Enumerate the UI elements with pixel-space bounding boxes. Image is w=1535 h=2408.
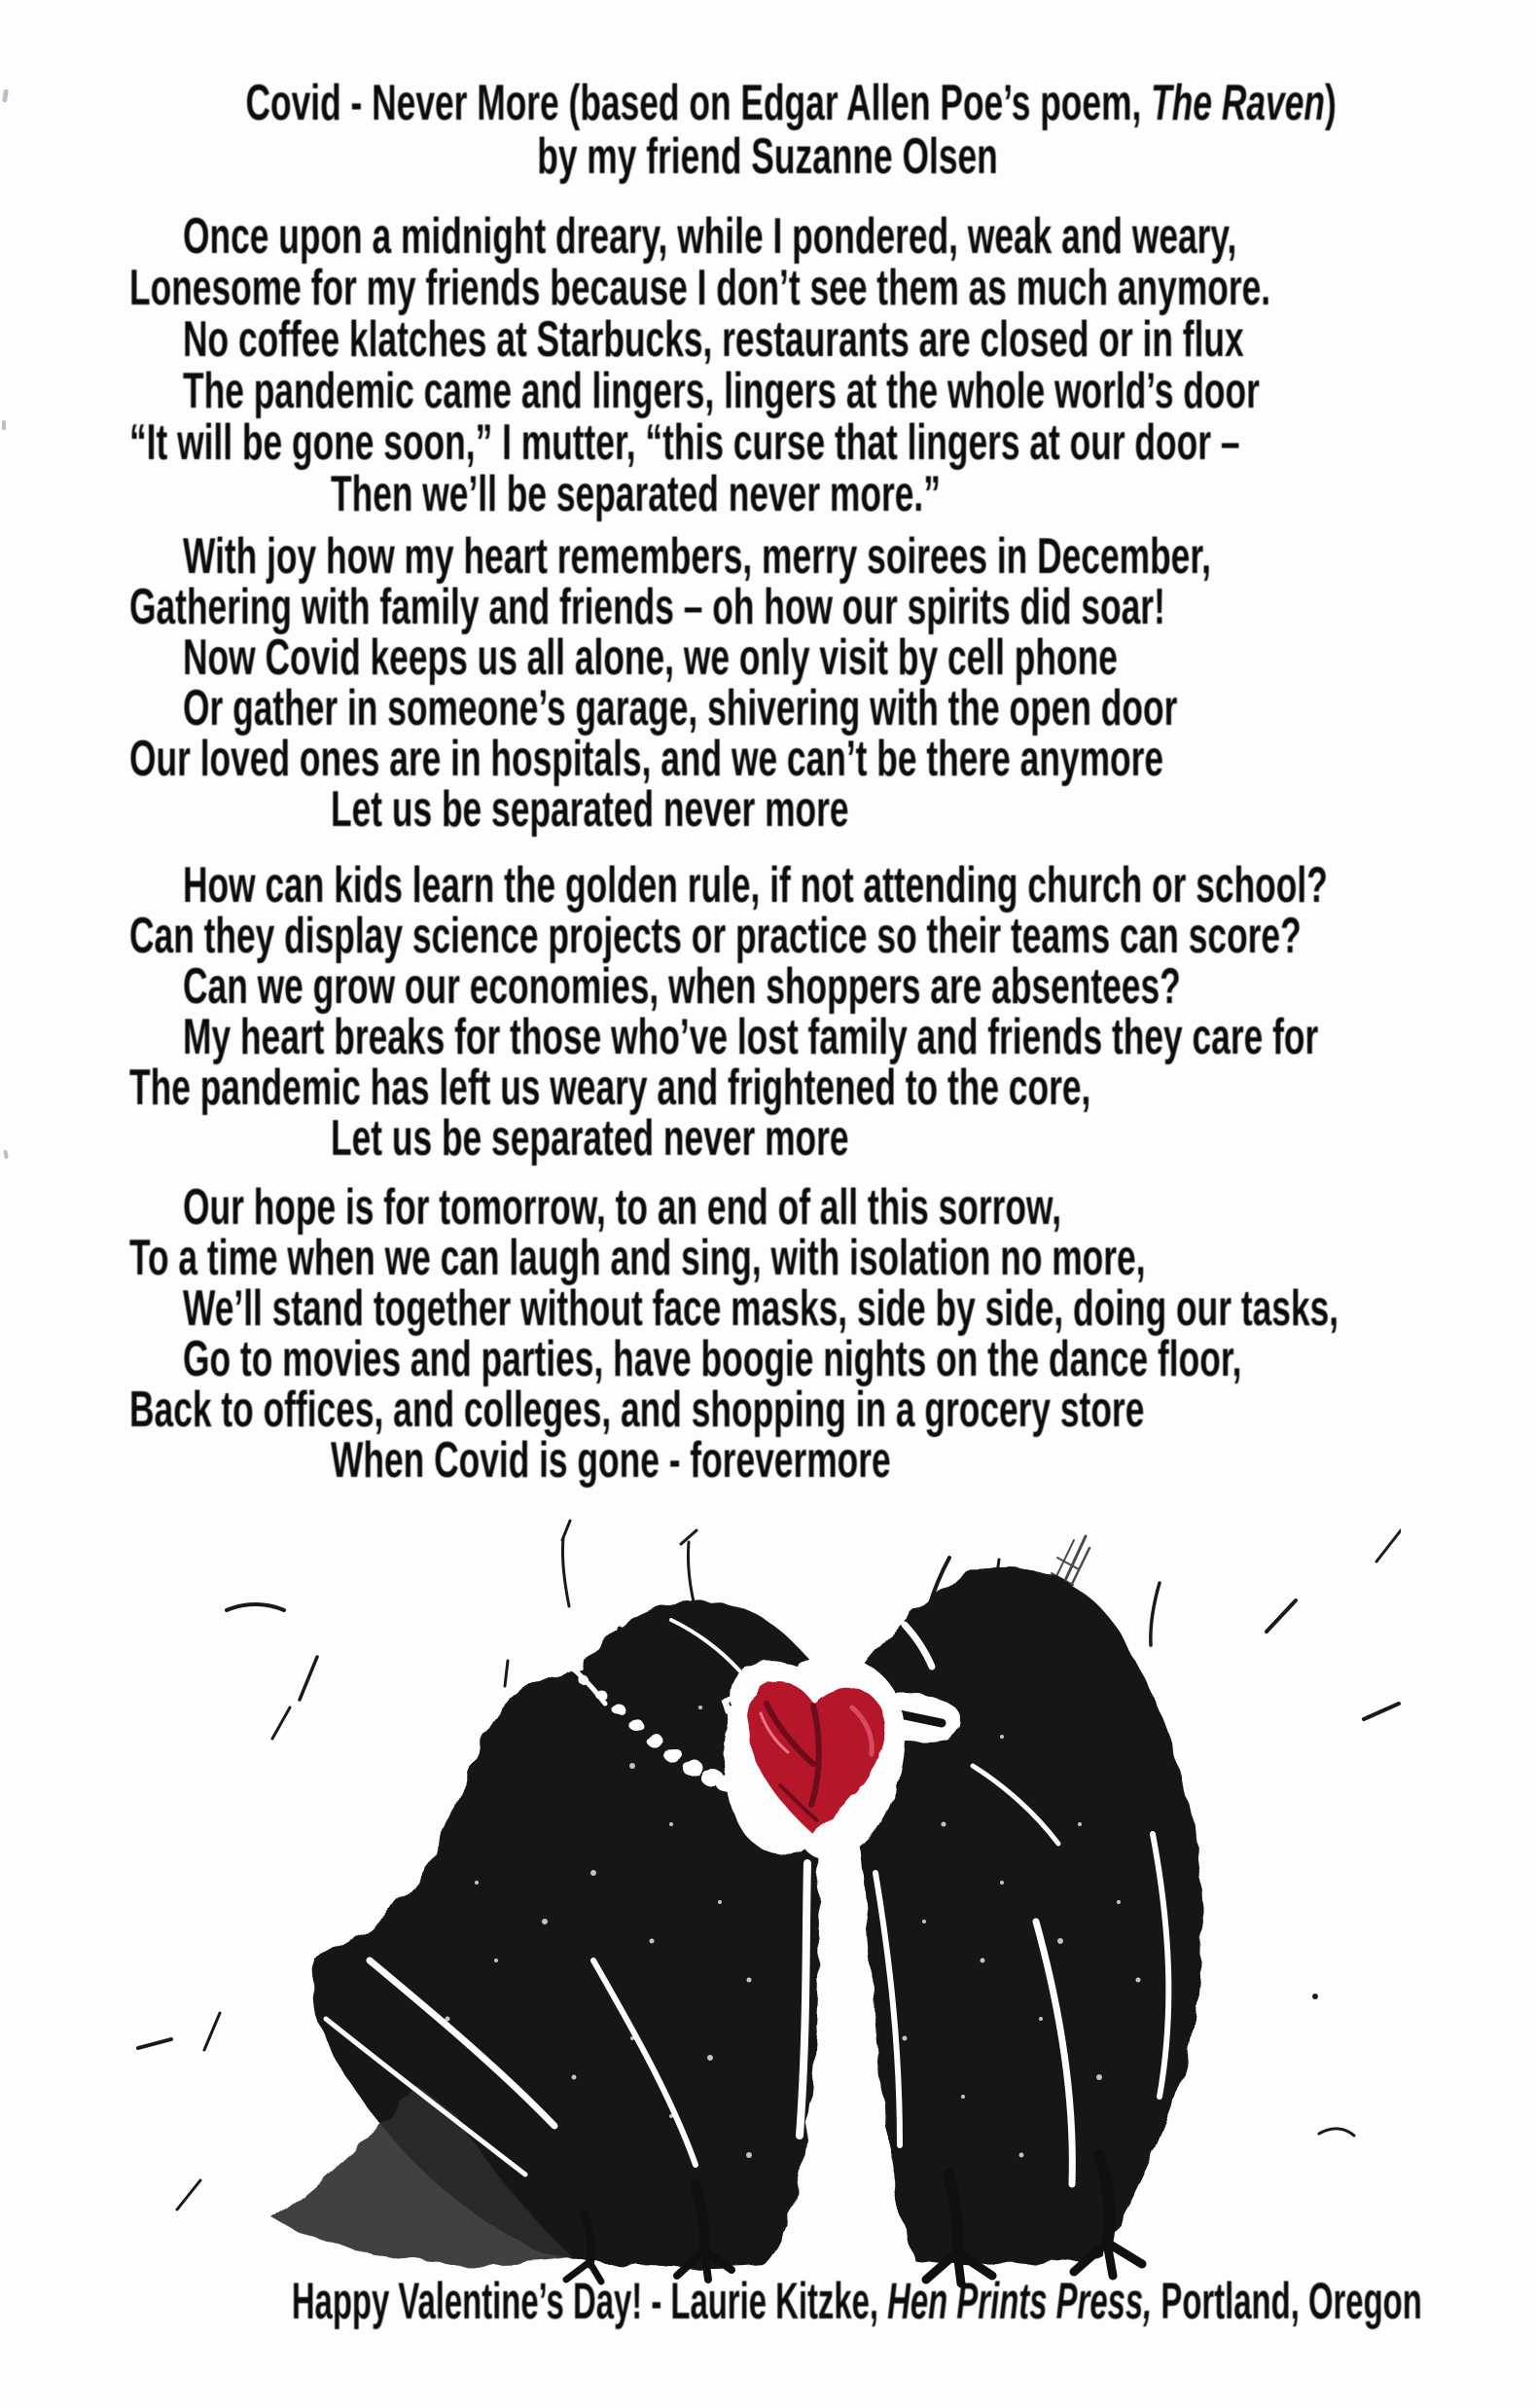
poem-line: “It will be gone soon,” I mutter, “this curse that lingers at our door – (129, 414, 1240, 471)
poem-line: How can kids learn the golden rule, if not attending church or school? (183, 857, 1328, 914)
caption-press-name: Hen Prints Press, (887, 2273, 1153, 2330)
poem-line: To a time when we can laugh and sing, with isolation no more, (129, 1230, 1146, 1286)
poem-line: Can we grow our economies, when shoppers are absentees? (183, 958, 1181, 1015)
poem-line: Gathering with family and friends – oh how our spirits did soar! (129, 579, 1165, 635)
caption-text: Happy Valentine’s Day! - Laurie Kitzke, (291, 2273, 888, 2330)
poem-line: My heart breaks for those who’ve lost family and friends they care for (183, 1009, 1319, 1065)
poem-line: Can they display science projects or practice so their teams can score? (129, 908, 1302, 964)
poem-line: Lonesome for my friends because I don’t see them as much anymore. (129, 260, 1271, 316)
poem-refrain-line: Let us be separated never more (331, 781, 849, 838)
poem-line: With joy how my heart remembers, merry soirees in December, (183, 528, 1211, 585)
poem-line: Back to offices, and colleges, and shopping in a grocery store (129, 1382, 1145, 1438)
title-line-2: by my friend Suzanne Olsen (537, 128, 998, 185)
poem-refrain-line: When Covid is gone - forevermore (331, 1432, 891, 1489)
poem-line: The pandemic has left us weary and frightened to the core, (129, 1060, 1091, 1116)
poem-line: Our hope is for tomorrow, to an end of all this sorrow, (183, 1179, 1062, 1236)
poem-line: No coffee klatches at Starbucks, restaurants are closed or in flux (183, 311, 1244, 368)
poem-refrain-line: Then we’ll be separated never more.” (331, 466, 941, 522)
poem-line: Once upon a midnight dreary, while I pondered, weak and weary, (183, 208, 1237, 265)
poem-refrain-line: Let us be separated never more (331, 1110, 849, 1167)
poem-line: Or gather in someone’s garage, shivering with the open door (183, 680, 1178, 737)
poem-line: Now Covid keeps us all alone, we only visit by cell phone (183, 629, 1118, 686)
poem-line: We’ll stand together without face masks, side by side, doing our tasks, (183, 1280, 1339, 1337)
poem-line: The pandemic came and lingers, lingers at the whole world’s door (183, 363, 1260, 419)
poem-line: Our loved ones are in hospitals, and we can’t be there anymore (129, 731, 1164, 787)
title-text: Covid - Never More (based on Edgar Allen Poe’s poem, (245, 75, 1152, 131)
right-raven (842, 1568, 1202, 2265)
ravens-illustration (126, 1416, 1401, 2311)
title-close-paren: ) (1324, 75, 1337, 131)
title-italic-text: The Raven (1151, 75, 1325, 131)
poem-line: Go to movies and parties, have boogie nights on the dance floor, (183, 1331, 1242, 1387)
title-line-1 (245, 75, 1337, 131)
caption-location: Portland, Oregon (1152, 2273, 1422, 2330)
